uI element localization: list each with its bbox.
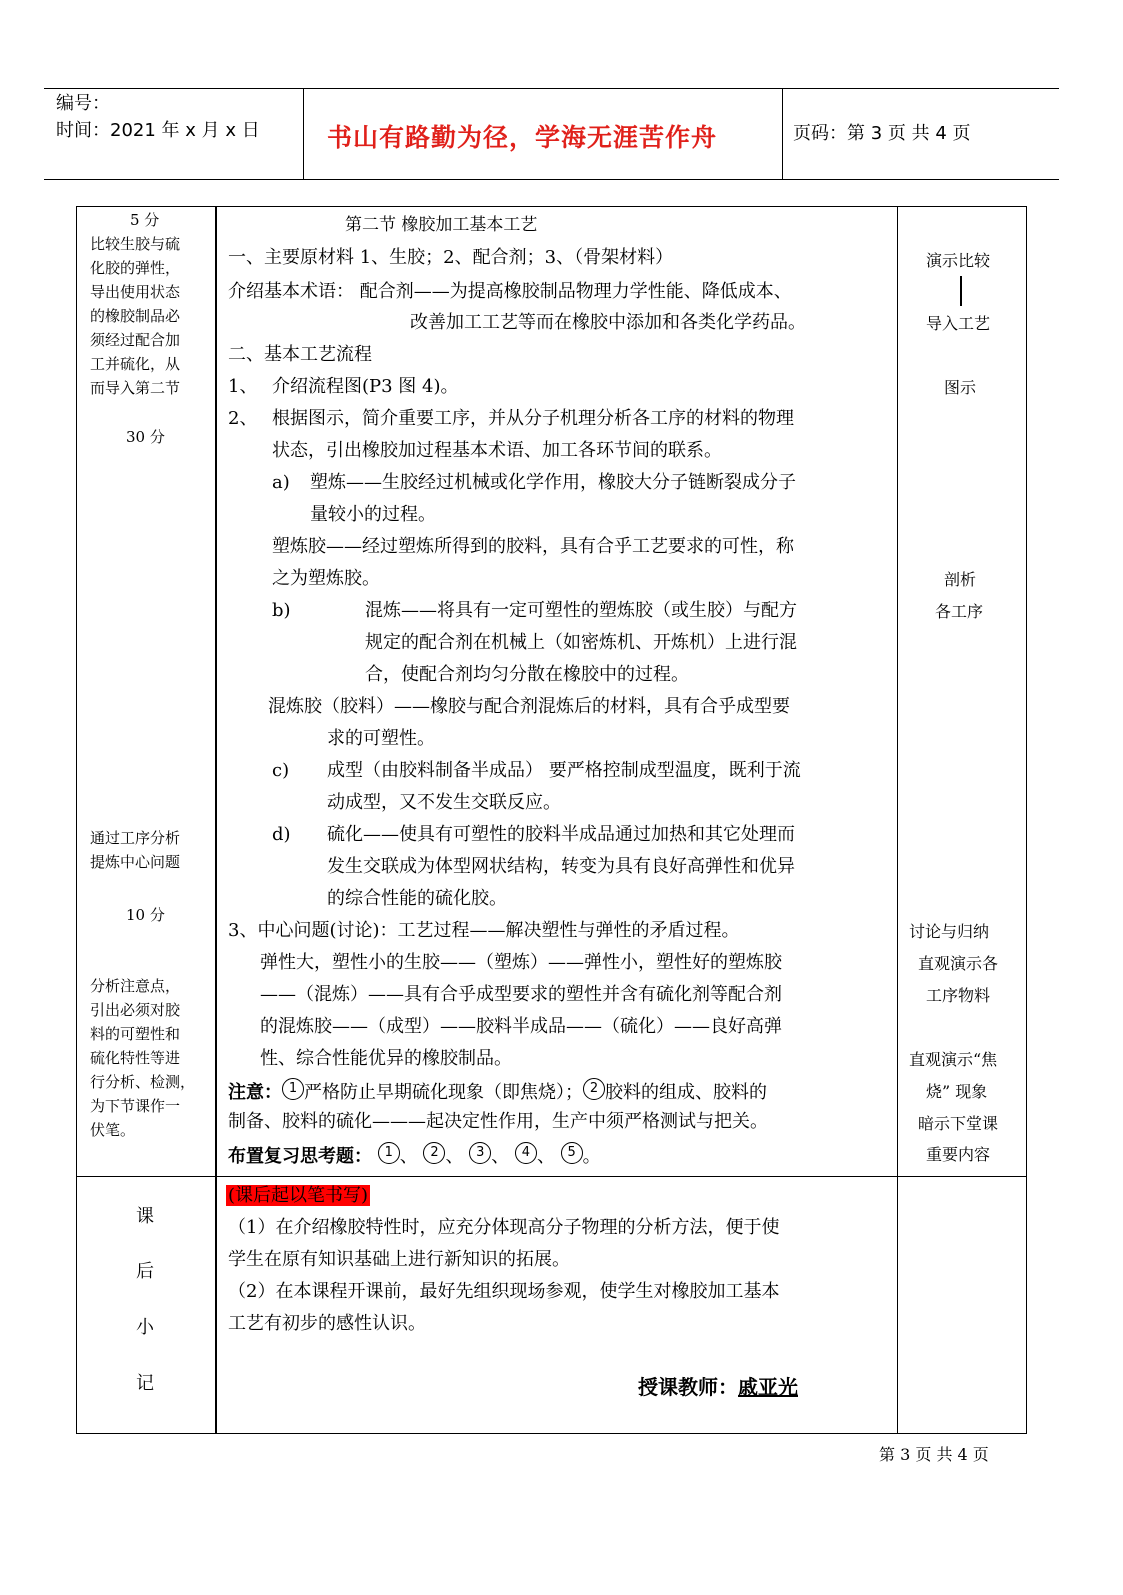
main-line: 动成型，又不发生交联反应。 <box>327 792 561 813</box>
separator: 、 <box>536 1146 555 1167</box>
right-note: 演示比较 <box>926 251 991 270</box>
table-bottom-border <box>76 1433 1026 1434</box>
left-note-line: 分析注意点， <box>90 977 181 995</box>
item-mark-d: d) <box>272 824 291 845</box>
list-number: 1、 <box>228 376 258 397</box>
separator: 、 <box>491 1146 510 1167</box>
teacher-line <box>638 1373 798 1401</box>
end-mark: 。 <box>582 1146 601 1167</box>
header-divider-1 <box>303 88 304 180</box>
left-note-line: 硫化特性等进 <box>90 1049 181 1067</box>
note-text-1: 严格防止早期硫化现象（即焦烧）； <box>304 1082 583 1103</box>
time-10min: 10 分 <box>126 906 165 924</box>
review-label: 布置复习思考题： <box>228 1146 372 1167</box>
right-note: 剖析 <box>944 570 977 589</box>
main-line: 塑炼——生胶经过机械或化学作用，橡胶大分子链断裂成分子 <box>310 472 796 493</box>
main-line: 成型（由胶料制备半成品） 要严格控制成型温度，既利于流 <box>327 760 801 781</box>
main-line: 介绍流程图(P3 图 4)。 <box>272 376 459 397</box>
left-note-2 <box>90 826 180 874</box>
main-line: ——（混炼）——具有合乎成型要求的塑性并含有硫化剂等配合剂 <box>260 984 782 1005</box>
left-note-line: 行分析、检测， <box>90 1073 196 1091</box>
main-line: 制备、胶料的硫化———起决定性作用，生产中须严格测试与把关。 <box>228 1111 768 1132</box>
right-note: 图示 <box>944 378 977 397</box>
left-note-line: 导出使用状态 <box>90 283 181 301</box>
left-note-line: 须经过配合加 <box>90 331 181 349</box>
left-note-1 <box>90 232 180 400</box>
right-note: 讨论与归纳 <box>909 922 990 941</box>
right-note: 工序物料 <box>926 986 991 1005</box>
page-label: 页码：第 3 页 共 4 页 <box>793 123 971 144</box>
left-note-line: 的橡胶制品必 <box>90 307 181 325</box>
section-title: 第二节 橡胶加工基本工艺 <box>345 215 538 235</box>
time-label: 时间：2021 年 x 月 x 日 <box>56 120 260 141</box>
item-mark-c: c) <box>272 760 290 781</box>
separator: 、 <box>445 1146 464 1167</box>
main-line: 根据图示，简介重要工序，并从分子机理分析各工序的材料的物理 <box>272 408 794 429</box>
main-line: 硫化——使具有可塑性的胶料半成品通过加热和其它处理而 <box>327 824 795 845</box>
review-line <box>228 1142 601 1169</box>
after-class-label-char: 课 <box>136 1206 154 1227</box>
left-note-line: 工并硫化，从 <box>90 355 181 373</box>
footer-page-number: 第 3 页 共 4 页 <box>879 1445 989 1464</box>
header-divider-2 <box>782 88 783 180</box>
main-line: 介绍基本术语： 配合剂——为提高橡胶制品物理力学性能、降低成本、 <box>228 281 792 302</box>
main-line: 状态，引出橡胶加过程基本术语、加工各环节间的联系。 <box>272 440 722 461</box>
note-text-2: 胶料的组成、胶料的 <box>605 1082 767 1103</box>
circled-number: 5 <box>561 1142 583 1164</box>
teacher-label: 授课教师： <box>638 1375 738 1399</box>
main-line: 一、主要原材料 1、生胶；2、配合剂；3、（骨架材料） <box>228 247 674 268</box>
after-class-label-char: 记 <box>136 1373 154 1394</box>
right-note: 重要内容 <box>926 1145 991 1164</box>
header-bottom-rule <box>44 179 1059 180</box>
circled-number: 1 <box>378 1142 400 1164</box>
table-right-border <box>1026 206 1027 1434</box>
serial-label: 编号： <box>56 93 110 114</box>
item-mark-a: a) <box>272 472 290 493</box>
main-line: 的综合性能的硫化胶。 <box>327 888 507 909</box>
circled-number: 2 <box>583 1078 605 1100</box>
circled-number: 4 <box>515 1142 537 1164</box>
main-line: 求的可塑性。 <box>327 728 435 749</box>
teacher-name: 戚亚光 <box>738 1375 798 1399</box>
table-col-divider-2 <box>897 206 898 1434</box>
main-line: 的混炼胶——（成型）——胶料半成品——（硫化）——良好高弹 <box>260 1016 782 1037</box>
main-line: 规定的配合剂在机械上（如密炼机、开炼机）上进行混 <box>365 632 797 653</box>
right-note: 暗示下堂课 <box>918 1114 999 1133</box>
left-note-line: 提炼中心问题 <box>90 853 181 871</box>
right-connector <box>960 276 962 306</box>
after-class-line: 工艺有初步的感性认识。 <box>228 1313 426 1334</box>
circled-number: 3 <box>469 1142 491 1164</box>
main-line: 之为塑炼胶。 <box>272 568 380 589</box>
left-note-line: 比较生胶与硫 <box>90 235 181 253</box>
after-class-label-char: 后 <box>136 1261 154 1282</box>
right-note: 导入工艺 <box>926 314 991 333</box>
main-line: 发生交联成为体型网状结构，转变为具有良好高弹性和优异 <box>327 856 795 877</box>
motto: 书山有路勤为径，学海无涯苦作舟 <box>327 123 718 152</box>
time-30min: 30 分 <box>126 428 165 446</box>
note-label: 注意： <box>228 1082 282 1103</box>
after-class-label-char: 小 <box>136 1317 154 1338</box>
left-note-line: 化胶的弹性， <box>90 259 181 277</box>
main-line: 塑炼胶——经过塑炼所得到的胶料，具有合乎工艺要求的可性，称 <box>272 536 794 557</box>
main-line: 改善加工工艺等而在橡胶中添加和各类化学药品。 <box>410 312 806 333</box>
left-note-3 <box>90 974 195 1142</box>
time-5min: 5 分 <box>130 211 160 229</box>
table-top-border <box>76 206 1026 207</box>
table-col-divider-1 <box>215 206 217 1434</box>
circled-number: 1 <box>282 1078 304 1100</box>
main-line: 量较小的过程。 <box>310 504 436 525</box>
item-mark-b: b) <box>272 600 291 621</box>
after-class-line: （1）在介绍橡胶特性时，应充分体现高分子物理的分析方法，便于使 <box>228 1217 780 1238</box>
header-top-rule <box>44 88 1059 89</box>
separator: 、 <box>399 1146 418 1167</box>
after-class-line: 学生在原有知识基础上进行新知识的拓展。 <box>228 1249 570 1270</box>
note-line <box>228 1078 767 1105</box>
right-note: 各工序 <box>935 602 984 621</box>
left-note-line: 引出必须对胶 <box>90 1001 181 1019</box>
main-line: 混炼胶（胶料）——橡胶与配合剂混炼后的材料，具有合乎成型要 <box>268 696 790 717</box>
table-left-border <box>76 206 77 1434</box>
main-line: 混炼——将具有一定可塑性的塑炼胶（或生胶）与配方 <box>365 600 797 621</box>
left-note-line: 通过工序分析 <box>90 829 181 847</box>
left-note-line: 料的可塑性和 <box>90 1025 181 1043</box>
main-line: 弹性大，塑性小的生胶——（塑炼）——弹性小，塑性好的塑炼胶 <box>260 952 782 973</box>
main-line: 3、中心问题(讨论)：工艺过程——解决塑性与弹性的矛盾过程。 <box>228 920 740 941</box>
handwrite-tag <box>226 1184 370 1208</box>
right-note: 烧” 现象 <box>926 1082 988 1101</box>
table-row-divider <box>76 1176 1026 1177</box>
after-class-line: （2）在本课程开课前，最好先组织现场参观，使学生对橡胶加工基本 <box>228 1281 780 1302</box>
right-note: 直观演示各 <box>918 954 999 973</box>
left-note-line: 而导入第二节 <box>90 379 181 397</box>
left-note-line: 伏笔。 <box>90 1121 136 1139</box>
left-note-line: 为下节课作一 <box>90 1097 181 1115</box>
list-number: 2、 <box>228 408 258 429</box>
right-note: 直观演示“焦 <box>909 1050 998 1069</box>
main-line: 二、基本工艺流程 <box>228 344 372 365</box>
circled-number: 2 <box>423 1142 445 1164</box>
handwrite-tag-text: (课后起以笔书写) <box>228 1185 369 1206</box>
main-line: 性、综合性能优异的橡胶制品。 <box>260 1048 512 1069</box>
main-line: 合，使配合剂均匀分散在橡胶中的过程。 <box>365 664 689 685</box>
